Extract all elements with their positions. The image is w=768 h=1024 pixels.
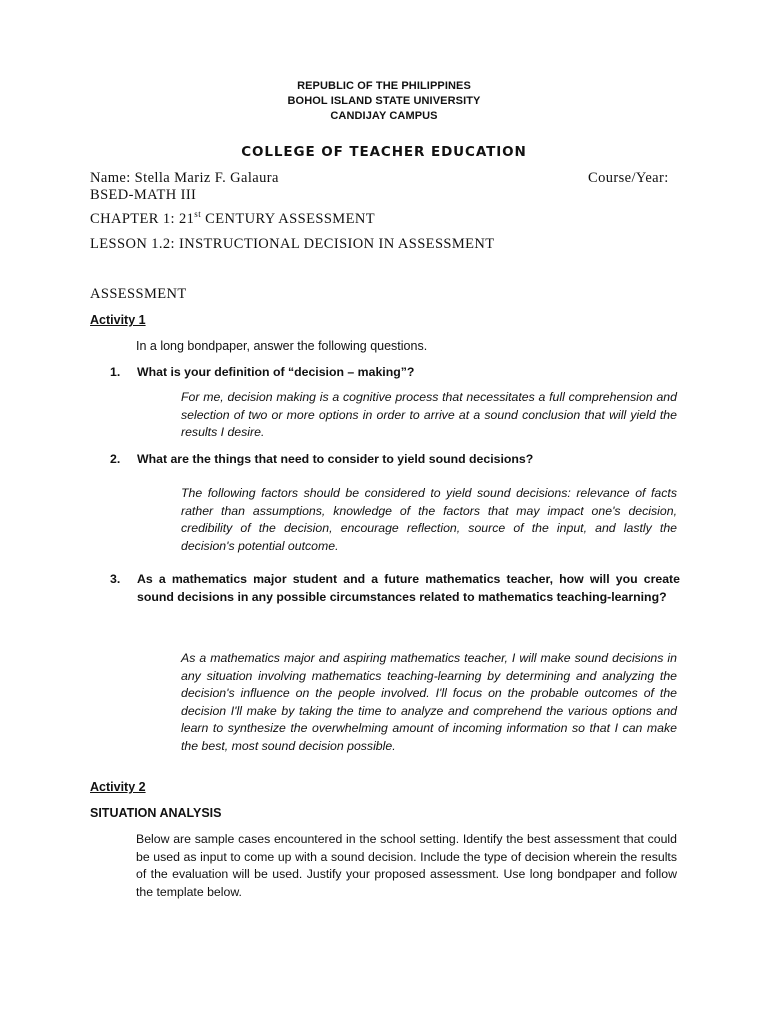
answer-2: The following factors should be considered to yield sound decisions: relevance of facts rather than assumptions, knowledge of the factors that may impact one's decision, credibility of the decision, encourage reflection, source of the input, and lastly the decision's potential outcome. xyxy=(181,486,677,553)
lesson-title: LESSON 1.2: INSTRUCTIONAL DECISION IN ASSESSMENT xyxy=(90,236,495,252)
header-campus: CANDIJAY CAMPUS xyxy=(330,110,438,122)
question-number: 1. xyxy=(110,365,121,379)
chapter-prefix: CHAPTER 1: 21 xyxy=(90,211,195,227)
activity2-instructions: Below are sample cases encountered in the school setting. Identify the best assessment that could be used as input to come up with a sound decision. Include the type of decision wherein the results of the evaluation will be used. Justify your proposed assessment. Use long bondpaper and follow the template below. xyxy=(136,832,677,899)
question-text: What are the things that need to consider to yield sound decisions? xyxy=(137,452,534,466)
question-number: 3. xyxy=(110,572,121,586)
chapter-title xyxy=(90,211,375,228)
question-text: What is your definition of “decision – making”? xyxy=(137,365,415,379)
header-republic: REPUBLIC OF THE PHILIPPINES xyxy=(297,80,471,92)
question-text: As a mathematics major student and a future mathematics teacher, how will you create sound decisions in any possible circumstances related to mathematics teaching-learning? xyxy=(137,572,680,604)
college-title: COLLEGE OF TEACHER EDUCATION xyxy=(241,144,527,160)
student-name: Name: Stella Mariz F. Galaura xyxy=(90,170,279,186)
chapter-suffix: CENTURY ASSESSMENT xyxy=(201,211,375,227)
activity1-title: Activity 1 xyxy=(90,313,146,327)
chapter-superscript: st xyxy=(194,209,202,220)
question-2 xyxy=(110,451,680,469)
question-1 xyxy=(110,364,680,382)
activity2-title: Activity 2 xyxy=(90,780,146,794)
course-year-label: Course/Year: xyxy=(588,170,669,186)
answer-3: As a mathematics major and aspiring mathematics teacher, I will make sound decisions in any situation involving mathematics teaching-learning by determining and analyzing the decision's influence on the people involved. I'll focus on the probable outcomes of the decision I'll make by taking the time to analyze and comprehend the various options and learn to synthesize the overwhelming amount of incoming information so that I can make the best, most sound decision possible. xyxy=(181,651,677,753)
situation-analysis-heading: SITUATION ANALYSIS xyxy=(90,806,222,820)
assessment-heading: ASSESSMENT xyxy=(90,286,187,302)
question-3 xyxy=(110,571,680,606)
question-number: 2. xyxy=(110,452,121,466)
course-value: BSED-MATH III xyxy=(90,187,197,203)
header-university: BOHOL ISLAND STATE UNIVERSITY xyxy=(287,95,481,107)
activity1-instruction: In a long bondpaper, answer the following questions. xyxy=(136,339,428,353)
answer-1: For me, decision making is a cognitive process that necessitates a full comprehension and selection of two or more options in order to arrive at a sound conclusion that will yield the results I desire. xyxy=(181,390,677,439)
